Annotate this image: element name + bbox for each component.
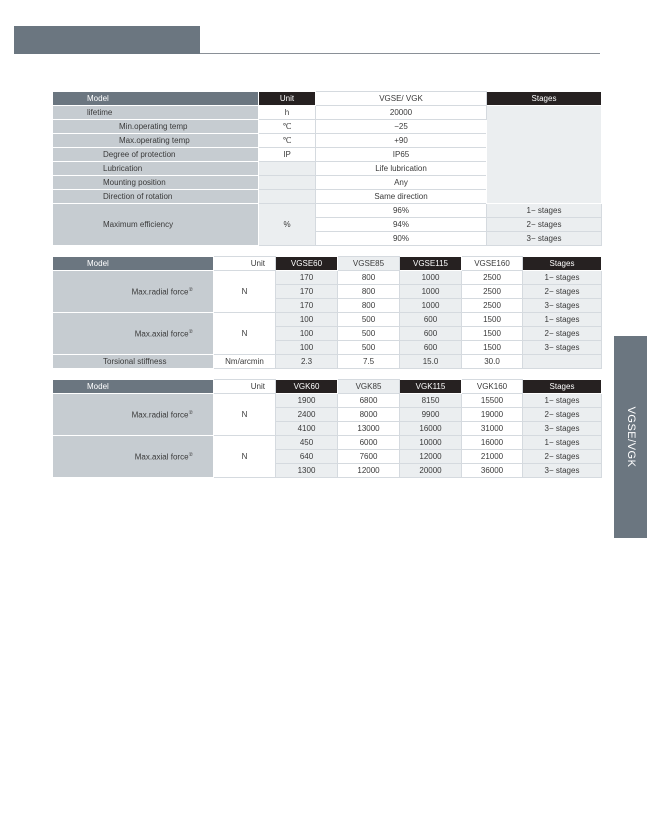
- row-label: lifetime: [53, 106, 259, 120]
- value-cell: 1500: [462, 327, 523, 341]
- footnote-mark: ②: [188, 451, 193, 458]
- value-cell: 2500: [462, 299, 523, 313]
- value-cell: IP65: [316, 148, 487, 162]
- value-cell: 2500: [462, 285, 523, 299]
- value-cell: 800: [338, 271, 400, 285]
- value-cell: 100: [276, 313, 338, 327]
- value-cell: 15500: [462, 394, 523, 408]
- stage-cell: 3− stages: [523, 464, 602, 478]
- header-rule: [200, 53, 600, 54]
- value-cell: 16000: [400, 422, 462, 436]
- model-header: Model: [53, 257, 214, 271]
- value-cell: 15.0: [400, 355, 462, 369]
- value-cell: Life lubrication: [316, 162, 487, 176]
- model-col-header: VGSE60: [276, 257, 338, 271]
- unit-header: Unit: [214, 380, 276, 394]
- model-header: Model: [53, 92, 259, 106]
- footnote-mark: ②: [188, 409, 193, 416]
- axial-force-unit: N: [214, 436, 276, 478]
- stages-blank-cell: [487, 106, 602, 204]
- value-cell: 16000: [462, 436, 523, 450]
- value-cell: 100: [276, 327, 338, 341]
- efficiency-value: 90%: [316, 232, 487, 246]
- stage-cell: 1− stages: [487, 204, 602, 218]
- axial-force-label-text: Max.axial force: [134, 329, 189, 339]
- series-header: VGSE/ VGK: [316, 92, 487, 106]
- stages-header: Stages: [523, 257, 602, 271]
- value-cell: 12000: [400, 450, 462, 464]
- unit-cell: ℃: [259, 134, 316, 148]
- value-cell: 170: [276, 271, 338, 285]
- radial-force-unit: N: [214, 394, 276, 436]
- stage-cell: 3− stages: [523, 341, 602, 355]
- value-cell: 450: [276, 436, 338, 450]
- value-cell: 4100: [276, 422, 338, 436]
- value-cell: 12000: [338, 464, 400, 478]
- row-label: Max.operating temp: [53, 134, 259, 148]
- table-row: [53, 106, 602, 120]
- efficiency-value: 96%: [316, 204, 487, 218]
- value-cell: Any: [316, 176, 487, 190]
- value-cell: 2500: [462, 271, 523, 285]
- value-cell: 170: [276, 285, 338, 299]
- value-cell: 6800: [338, 394, 400, 408]
- value-cell: 500: [338, 313, 400, 327]
- value-cell: 6000: [338, 436, 400, 450]
- unit-header: Unit: [214, 257, 276, 271]
- stage-cell: 1− stages: [523, 394, 602, 408]
- value-cell: 8000: [338, 408, 400, 422]
- value-cell: 13000: [338, 422, 400, 436]
- row-label: Min.operating temp: [53, 120, 259, 134]
- value-cell: 170: [276, 299, 338, 313]
- unit-cell: [259, 176, 316, 190]
- table-row: [53, 394, 602, 408]
- value-cell: 9900: [400, 408, 462, 422]
- radial-force-label-text: Max.radial force: [131, 410, 189, 420]
- row-label: Lubrication: [53, 162, 259, 176]
- table-header-row: [53, 380, 602, 394]
- radial-force-unit: N: [214, 271, 276, 313]
- value-cell: 2400: [276, 408, 338, 422]
- table-row: [53, 313, 602, 327]
- stage-cell: 1− stages: [523, 271, 602, 285]
- stage-cell: 2− stages: [487, 218, 602, 232]
- stage-cell-blank: [523, 355, 602, 369]
- general-spec-table: [52, 91, 602, 246]
- stage-cell: 2− stages: [523, 285, 602, 299]
- table-row: [53, 271, 602, 285]
- value-cell: 7600: [338, 450, 400, 464]
- value-cell: 8150: [400, 394, 462, 408]
- value-cell: 600: [400, 313, 462, 327]
- value-cell: 20000: [316, 106, 487, 120]
- model-col-header: VGSE160: [462, 257, 523, 271]
- model-col-header: VGSE115: [400, 257, 462, 271]
- footnote-mark: ②: [188, 286, 193, 293]
- value-cell: 1500: [462, 341, 523, 355]
- value-cell: 1000: [400, 299, 462, 313]
- value-cell: 19000: [462, 408, 523, 422]
- stage-cell: 2− stages: [523, 408, 602, 422]
- table-header-row: [53, 92, 602, 106]
- value-cell: −25: [316, 120, 487, 134]
- value-cell: 7.5: [338, 355, 400, 369]
- radial-force-label: [53, 394, 214, 436]
- value-cell: 1500: [462, 313, 523, 327]
- stage-cell: 2− stages: [523, 327, 602, 341]
- torsional-stiffness-label: Torsional stiffness: [53, 355, 214, 369]
- table-header-row: [53, 257, 602, 271]
- value-cell: 800: [338, 299, 400, 313]
- model-col-header: VGK60: [276, 380, 338, 394]
- stage-cell: 3− stages: [487, 232, 602, 246]
- axial-force-label-text: Max.axial force: [134, 452, 189, 462]
- value-cell: 500: [338, 341, 400, 355]
- value-cell: 1000: [400, 271, 462, 285]
- value-cell: Same direction: [316, 190, 487, 204]
- value-cell: 1900: [276, 394, 338, 408]
- value-cell: 21000: [462, 450, 523, 464]
- value-cell: 500: [338, 327, 400, 341]
- value-cell: 36000: [462, 464, 523, 478]
- table-row: [53, 355, 602, 369]
- vgk-force-table: [52, 379, 602, 478]
- side-tab-label: VGSE/VGK: [624, 406, 637, 468]
- efficiency-value: 94%: [316, 218, 487, 232]
- value-cell: 1300: [276, 464, 338, 478]
- value-cell: 600: [400, 327, 462, 341]
- value-cell: +90: [316, 134, 487, 148]
- efficiency-unit: %: [259, 204, 316, 246]
- model-col-header: VGK160: [462, 380, 523, 394]
- value-cell: 31000: [462, 422, 523, 436]
- stage-cell: 1− stages: [523, 313, 602, 327]
- header-bar: [14, 26, 200, 54]
- model-col-header: VGSE85: [338, 257, 400, 271]
- stage-cell: 3− stages: [523, 299, 602, 313]
- stage-cell: 2− stages: [523, 450, 602, 464]
- row-label: Mounting position: [53, 176, 259, 190]
- side-tab: [614, 336, 647, 538]
- model-header: Model: [53, 380, 214, 394]
- radial-force-label-text: Max.radial force: [131, 287, 189, 297]
- value-cell: 20000: [400, 464, 462, 478]
- model-col-header: VGK115: [400, 380, 462, 394]
- footnote-mark: ②: [188, 328, 193, 335]
- unit-header: Unit: [259, 92, 316, 106]
- value-cell: 10000: [400, 436, 462, 450]
- unit-cell: IP: [259, 148, 316, 162]
- unit-cell: [259, 190, 316, 204]
- stages-header: Stages: [523, 380, 602, 394]
- value-cell: 800: [338, 285, 400, 299]
- row-label: Direction of rotation: [53, 190, 259, 204]
- axial-force-label: [53, 313, 214, 355]
- stages-header: Stages: [487, 92, 602, 106]
- radial-force-label: [53, 271, 214, 313]
- model-col-header: VGK85: [338, 380, 400, 394]
- vgse-force-table: [52, 256, 602, 369]
- row-label: Degree of protection: [53, 148, 259, 162]
- stage-cell: 3− stages: [523, 422, 602, 436]
- value-cell: 30.0: [462, 355, 523, 369]
- unit-cell: ℃: [259, 120, 316, 134]
- value-cell: 640: [276, 450, 338, 464]
- stage-cell: 1− stages: [523, 436, 602, 450]
- table-row: [53, 436, 602, 450]
- value-cell: 1000: [400, 285, 462, 299]
- value-cell: 2.3: [276, 355, 338, 369]
- axial-force-unit: N: [214, 313, 276, 355]
- value-cell: 600: [400, 341, 462, 355]
- unit-cell: [259, 162, 316, 176]
- efficiency-label: Maximum efficiency: [53, 204, 259, 246]
- table-row: [53, 204, 602, 218]
- torsional-stiffness-unit: Nm/arcmin: [214, 355, 276, 369]
- unit-cell: h: [259, 106, 316, 120]
- value-cell: 100: [276, 341, 338, 355]
- axial-force-label: [53, 436, 214, 478]
